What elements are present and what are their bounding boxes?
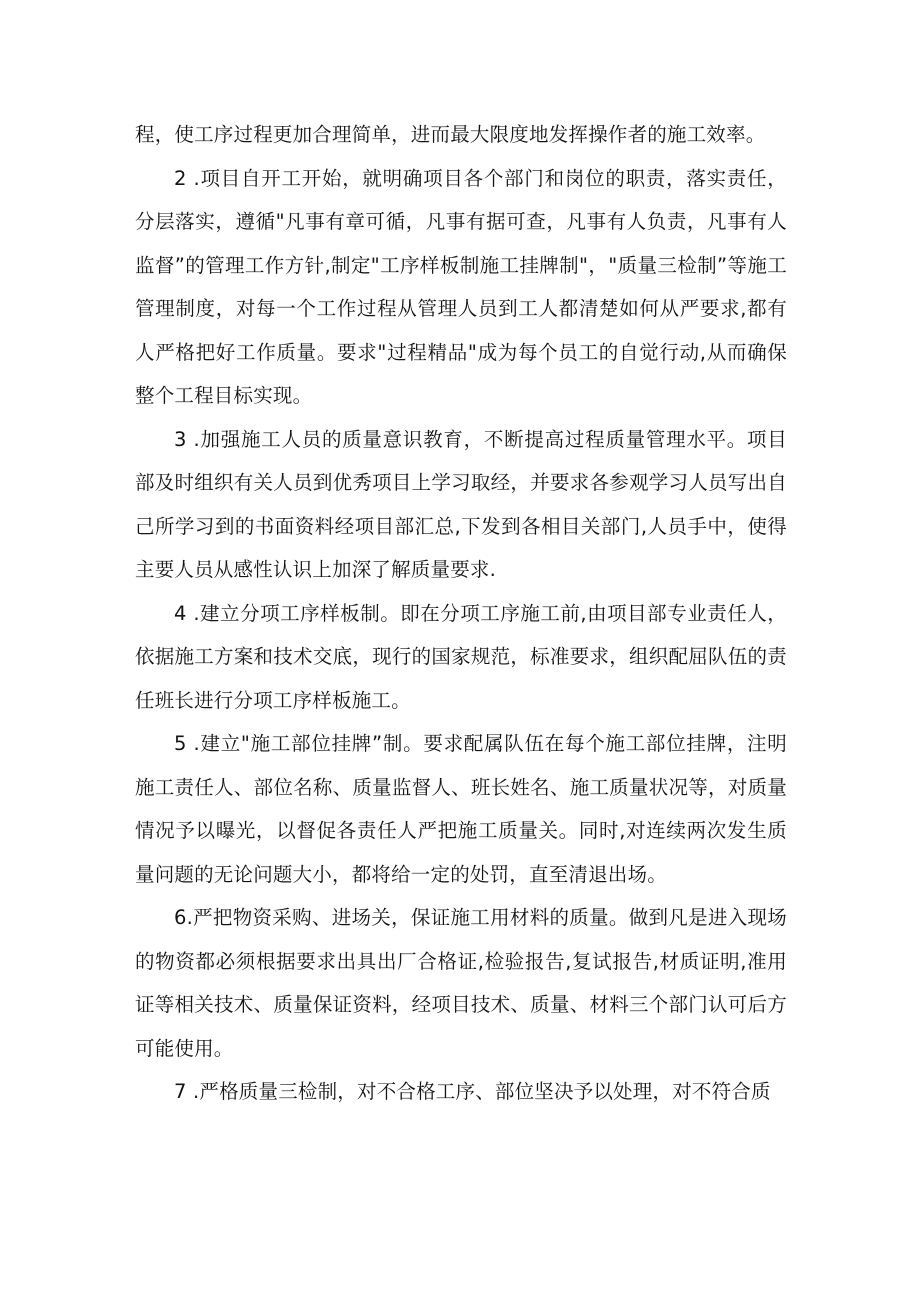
paragraph-item-6: 6.严把物资采购、进场关，保证施工用材料的质量。做到凡是进入现场的物资都必须根据要求出具出厂合格证,检验报告,复试报告,材质证明,准用证等相关技术、质量保证资料，经项目技术、质量、材料三个部门认可后方可能使用。 <box>135 906 787 1060</box>
paragraph-item-5: 5 .建立"施工部位挂牌”制。要求配属队伍在每个施工部位挂牌，注明施工责任人、部位名称、质量监督人、班长姓名、施工质量状况等，对质量情况予以曝光，以督促各责任人严把施工质量关。同时,对连续两次发生质量问题的无论问题大小，都将给一定的处罚，直至清退出场。 <box>135 732 787 886</box>
paragraph-continuation: 程，使工序过程更加合理简单，进而最大限度地发挥操作者的施工效率。 <box>135 123 766 146</box>
paragraph-item-2: 2 .项目自开工开始，就明确项目各个部门和岗位的职责，落实责任，分层落实，遵循"凡事有章可循，凡事有据可查，凡事有人负责，凡事有人监督”的管理工作方针,制定"工序样板制施工挂牌制"，"质量三检制”等施工管理制度，对每一个工作过程从管理人员到工人都清楚如何从严要求,都有人严格把好工作质量。要求"过程精品"成为每个员工的自觉行动,从而确保整个工程目标实现。 <box>135 166 787 407</box>
paragraph-item-3: 3 .加强施工人员的质量意识教育，不断提高过程质量管理水平。项目部及时组织有关人员到优秀项目上学习取经，并要求各参观学习人员写出自己所学习到的书面资料经项目部汇总,下发到各相目关部门,人员手中，使得主要人员从感性认识上加深了解质量要求. <box>135 427 787 581</box>
paragraph-item-4: 4 .建立分项工序样板制。即在分项工序施工前,由项目部专业责任人，依据施工方案和技术交底，现行的国家规范，标准要求，组织配屈队伍的责任班长进行分项工序样板施工。 <box>135 601 787 712</box>
paragraph-item-7: 7 .严格质量三检制，对不合格工序、部位坚决予以处理，对不符合质 <box>174 1080 771 1103</box>
document-body <box>135 113 787 1114</box>
